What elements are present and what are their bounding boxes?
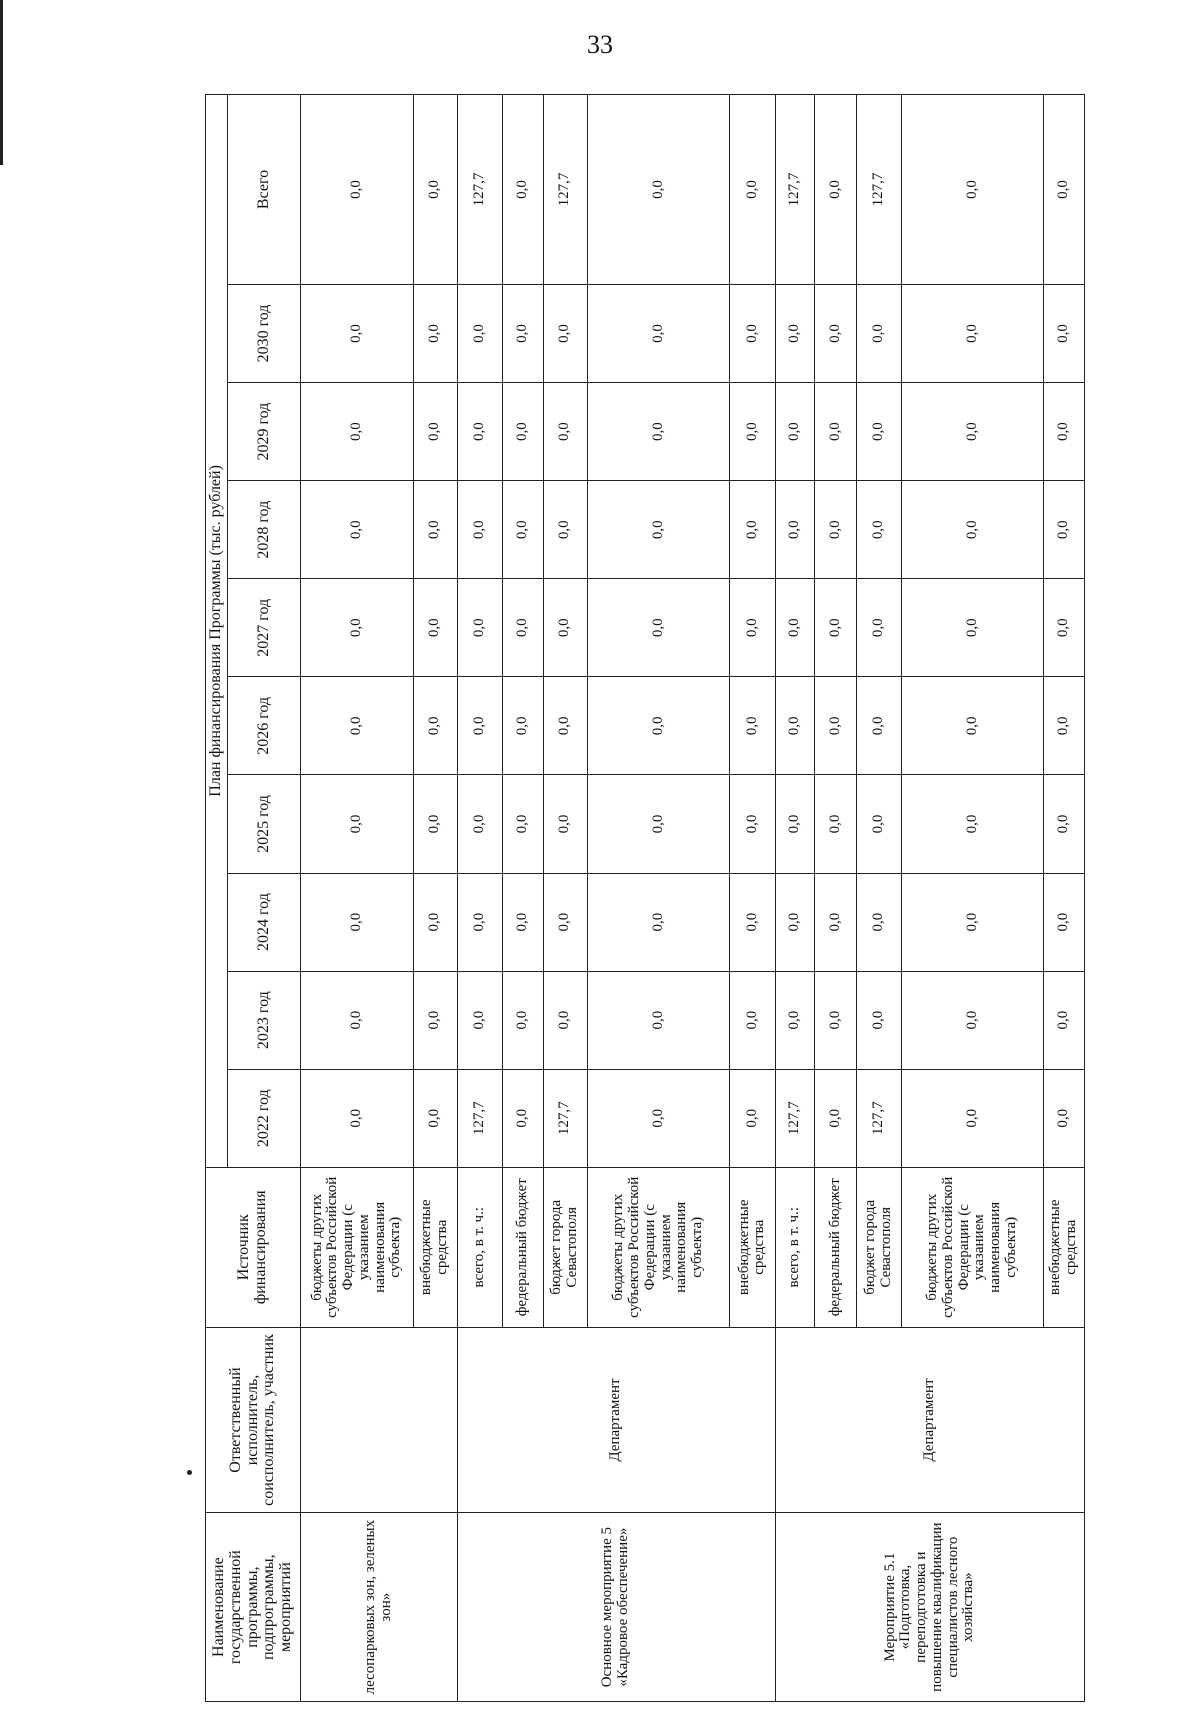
value-year: 0,0 xyxy=(1043,775,1084,873)
value-year: 0,0 xyxy=(902,1069,1043,1167)
value-year: 0,0 xyxy=(457,284,502,382)
header-year: 2027 год xyxy=(228,579,301,677)
funding-source: внебюджетные средства xyxy=(413,1167,457,1327)
responsible-executor xyxy=(301,1327,458,1513)
value-year: 0,0 xyxy=(587,677,730,775)
activity-name: лесопарковых зон, зеленых зон» xyxy=(301,1513,458,1702)
financing-table xyxy=(205,94,1085,1702)
value-year: 0,0 xyxy=(457,677,502,775)
value-year: 0,0 xyxy=(856,383,901,481)
value-year: 0,0 xyxy=(730,1069,775,1167)
value-year: 0,0 xyxy=(543,677,587,775)
value-year: 0,0 xyxy=(502,481,543,579)
value-year: 0,0 xyxy=(1043,971,1084,1069)
value-year: 0,0 xyxy=(413,284,457,382)
value-year: 0,0 xyxy=(902,579,1043,677)
value-year: 0,0 xyxy=(413,677,457,775)
value-year: 0,0 xyxy=(587,775,730,873)
value-year: 0,0 xyxy=(301,284,414,382)
value-total: 0,0 xyxy=(1043,95,1084,285)
value-year: 0,0 xyxy=(815,1069,857,1167)
header-source: Источник финансирования xyxy=(206,1167,301,1327)
value-year: 0,0 xyxy=(856,971,901,1069)
scan-dot xyxy=(187,1470,192,1475)
scan-edge-mark xyxy=(0,0,3,165)
value-year: 0,0 xyxy=(902,383,1043,481)
value-year: 0,0 xyxy=(587,1069,730,1167)
value-year: 0,0 xyxy=(730,873,775,971)
value-year: 0,0 xyxy=(775,677,815,775)
header-year: 2023 год xyxy=(228,971,301,1069)
value-year: 0,0 xyxy=(502,579,543,677)
table-row xyxy=(775,95,815,1702)
value-year: 0,0 xyxy=(815,284,857,382)
value-year: 0,0 xyxy=(1043,1069,1084,1167)
value-year: 0,0 xyxy=(815,579,857,677)
value-year: 0,0 xyxy=(587,383,730,481)
value-year: 0,0 xyxy=(301,481,414,579)
value-year: 0,0 xyxy=(301,677,414,775)
value-year: 0,0 xyxy=(457,579,502,677)
value-year: 0,0 xyxy=(1043,481,1084,579)
value-year: 0,0 xyxy=(543,284,587,382)
value-year: 0,0 xyxy=(1043,873,1084,971)
value-total: 0,0 xyxy=(301,95,414,285)
header-name: Наименование государственной программы, подпрограммы, мероприятий xyxy=(206,1513,301,1702)
value-year: 0,0 xyxy=(502,775,543,873)
responsible-executor: Департамент xyxy=(775,1327,1084,1513)
value-year: 0,0 xyxy=(457,971,502,1069)
value-year: 127,7 xyxy=(543,1069,587,1167)
value-year: 0,0 xyxy=(902,481,1043,579)
value-year: 0,0 xyxy=(301,775,414,873)
page-number: 33 xyxy=(587,30,613,59)
funding-source: бюджет города Севастополя xyxy=(543,1167,587,1327)
funding-source: всего, в т. ч.: xyxy=(775,1167,815,1327)
value-year: 0,0 xyxy=(457,481,502,579)
value-total: 0,0 xyxy=(815,95,857,285)
funding-source: бюджеты других субъектов Российской Федерации (с указанием наименования субъекта) xyxy=(301,1167,414,1327)
value-year: 0,0 xyxy=(502,677,543,775)
funding-source: всего, в т. ч.: xyxy=(457,1167,502,1327)
responsible-executor: Департамент xyxy=(457,1327,775,1513)
value-year: 0,0 xyxy=(730,284,775,382)
table-row xyxy=(457,95,502,1702)
header-responsible: Ответственный исполнитель, соисполнитель, участник xyxy=(206,1327,301,1513)
header-year: 2030 год xyxy=(228,284,301,382)
funding-source: бюджет города Севастополя xyxy=(856,1167,901,1327)
value-year: 0,0 xyxy=(730,579,775,677)
header-year: 2026 год xyxy=(228,677,301,775)
value-total: 127,7 xyxy=(856,95,901,285)
value-year: 0,0 xyxy=(730,971,775,1069)
value-year: 0,0 xyxy=(1043,383,1084,481)
value-year: 0,0 xyxy=(775,873,815,971)
value-year: 0,0 xyxy=(902,775,1043,873)
value-year: 0,0 xyxy=(502,971,543,1069)
funding-source: федеральный бюджет xyxy=(815,1167,857,1327)
value-year: 0,0 xyxy=(856,481,901,579)
header-plan-title: План финансирования Программы (тыс. рублей) xyxy=(206,95,228,1168)
value-year: 127,7 xyxy=(775,1069,815,1167)
value-year: 0,0 xyxy=(902,284,1043,382)
value-year: 0,0 xyxy=(902,971,1043,1069)
header-year: 2022 год xyxy=(228,1069,301,1167)
value-year: 0,0 xyxy=(587,579,730,677)
value-year: 0,0 xyxy=(502,873,543,971)
value-total: 127,7 xyxy=(457,95,502,285)
value-year: 0,0 xyxy=(856,284,901,382)
funding-source: бюджеты других субъектов Российской Федерации (с указанием наименования субъекта) xyxy=(587,1167,730,1327)
header-year: 2024 год xyxy=(228,873,301,971)
value-total: 0,0 xyxy=(902,95,1043,285)
header-year: 2029 год xyxy=(228,383,301,481)
value-year: 0,0 xyxy=(413,971,457,1069)
value-year: 0,0 xyxy=(856,579,901,677)
value-year: 0,0 xyxy=(775,579,815,677)
value-year: 0,0 xyxy=(543,383,587,481)
value-year: 0,0 xyxy=(856,775,901,873)
value-year: 0,0 xyxy=(413,775,457,873)
header-year: Всего xyxy=(228,95,301,285)
funding-source: бюджеты других субъектов Российской Федерации (с указанием наименования субъекта) xyxy=(902,1167,1043,1327)
value-year: 0,0 xyxy=(730,481,775,579)
value-year: 0,0 xyxy=(902,873,1043,971)
value-year: 0,0 xyxy=(815,481,857,579)
value-year: 0,0 xyxy=(413,481,457,579)
value-year: 0,0 xyxy=(775,481,815,579)
value-year: 0,0 xyxy=(543,775,587,873)
value-year: 0,0 xyxy=(301,1069,414,1167)
value-year: 0,0 xyxy=(856,873,901,971)
value-total: 0,0 xyxy=(413,95,457,285)
value-total: 127,7 xyxy=(543,95,587,285)
value-year: 0,0 xyxy=(301,873,414,971)
activity-name: Основное мероприятие 5 «Кадровое обеспечение» xyxy=(457,1513,775,1702)
value-year: 0,0 xyxy=(413,579,457,677)
value-total: 0,0 xyxy=(502,95,543,285)
value-year: 0,0 xyxy=(856,677,901,775)
value-year: 0,0 xyxy=(502,383,543,481)
value-year: 0,0 xyxy=(815,775,857,873)
value-year: 0,0 xyxy=(730,775,775,873)
value-year: 0,0 xyxy=(502,1069,543,1167)
value-year: 0,0 xyxy=(815,873,857,971)
value-total: 0,0 xyxy=(730,95,775,285)
value-year: 0,0 xyxy=(815,383,857,481)
value-year: 0,0 xyxy=(457,383,502,481)
value-total: 0,0 xyxy=(587,95,730,285)
value-year: 0,0 xyxy=(587,873,730,971)
header-year: 2028 год xyxy=(228,481,301,579)
value-year: 0,0 xyxy=(587,481,730,579)
value-year: 0,0 xyxy=(902,677,1043,775)
value-year: 0,0 xyxy=(775,383,815,481)
value-year: 0,0 xyxy=(457,873,502,971)
value-year: 0,0 xyxy=(730,677,775,775)
value-year: 0,0 xyxy=(457,775,502,873)
value-year: 0,0 xyxy=(815,971,857,1069)
funding-source: внебюджетные средства xyxy=(1043,1167,1084,1327)
value-year: 0,0 xyxy=(413,383,457,481)
value-year: 0,0 xyxy=(543,481,587,579)
value-year: 0,0 xyxy=(301,579,414,677)
value-year: 0,0 xyxy=(543,579,587,677)
value-year: 127,7 xyxy=(856,1069,901,1167)
rotated-table-container xyxy=(205,94,1085,1702)
value-year: 0,0 xyxy=(301,971,414,1069)
value-year: 0,0 xyxy=(775,971,815,1069)
activity-name: Мероприятие 5.1 «Подготовка, переподготовка и повышение квалификации специалистов лесного хозяйства» xyxy=(775,1513,1084,1702)
table-row xyxy=(301,95,414,1702)
value-year: 0,0 xyxy=(301,383,414,481)
funding-source: федеральный бюджет xyxy=(502,1167,543,1327)
value-year: 0,0 xyxy=(1043,284,1084,382)
value-year: 0,0 xyxy=(543,971,587,1069)
value-total: 127,7 xyxy=(775,95,815,285)
value-year: 0,0 xyxy=(587,284,730,382)
header-year: 2025 год xyxy=(228,775,301,873)
value-year: 0,0 xyxy=(1043,677,1084,775)
value-year: 0,0 xyxy=(775,775,815,873)
value-year: 0,0 xyxy=(1043,579,1084,677)
value-year: 0,0 xyxy=(730,383,775,481)
value-year: 0,0 xyxy=(502,284,543,382)
value-year: 0,0 xyxy=(815,677,857,775)
value-year: 0,0 xyxy=(775,284,815,382)
value-year: 0,0 xyxy=(587,971,730,1069)
value-year: 0,0 xyxy=(543,873,587,971)
value-year: 0,0 xyxy=(413,1069,457,1167)
value-year: 0,0 xyxy=(413,873,457,971)
value-year: 127,7 xyxy=(457,1069,502,1167)
funding-source: внебюджетные средства xyxy=(730,1167,775,1327)
